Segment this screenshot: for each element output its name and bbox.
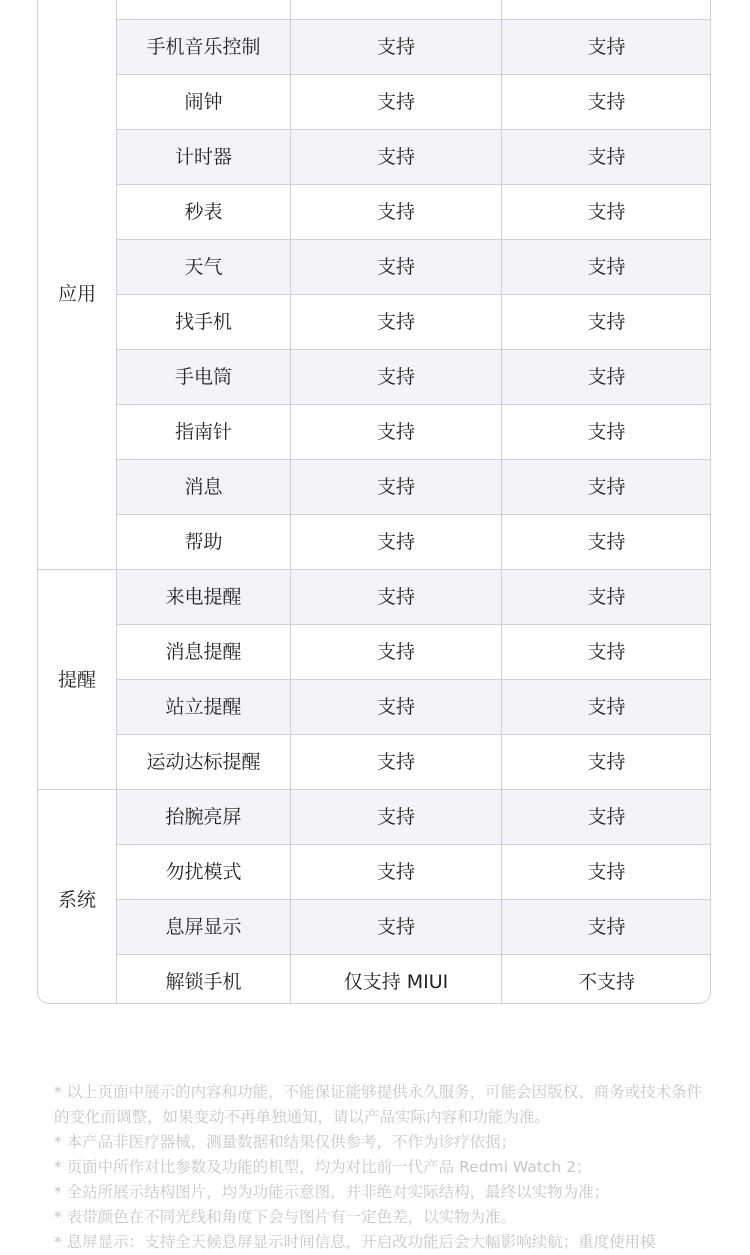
feature-cell: 息屏显示 [117,900,291,955]
value-text [502,0,711,19]
feature-cell: 闹钟 [117,75,291,130]
feature-comparison-table [37,0,711,1004]
table-row [38,625,712,680]
table-row-partial [38,0,712,20]
table-row [38,75,712,130]
feature-cell: 指南针 [117,405,291,460]
footnote-line: * 页面中所作对比参数及功能的机型，均为对比前一代产品 Redmi Watch 2； [54,1158,592,1176]
footnote-line: * 本产品非医疗器械，测量数据和结果仅供参考，不作为诊疗依据； [54,1133,517,1151]
feature-cell: 手电筒 [117,350,291,405]
table-row [38,790,712,845]
table-row [38,900,712,955]
value-cell-current: 支持 [291,570,502,625]
value-cell-current: 支持 [291,790,502,845]
value-cell-current: 支持 [291,350,502,405]
category-cell: 系统 [38,790,117,1005]
value-cell-current: 支持 [291,405,502,460]
comparison-table-container [37,0,711,1004]
value-cell-current: 支持 [291,185,502,240]
table-row [38,240,712,295]
table-row [38,570,712,625]
table-row [38,735,712,790]
table-row [38,845,712,900]
value-cell-previous: 支持 [502,900,712,955]
table-body [38,0,712,1004]
table-row [38,955,712,1005]
value-cell-current: 支持 [291,515,502,570]
feature-cell: 勿扰模式 [117,845,291,900]
table-row [38,680,712,735]
value-cell-current: 支持 [291,460,502,515]
feature-cell: 消息提醒 [117,625,291,680]
value-cell-current: 支持 [291,75,502,130]
value-cell-previous: 支持 [502,735,712,790]
value-cell-previous: 支持 [502,20,712,75]
value-cell-previous: 不支持 [502,955,712,1005]
value-cell-previous: 支持 [502,680,712,735]
table-row [38,350,712,405]
value-cell-current: 支持 [291,20,502,75]
value-cell-previous: 支持 [502,405,712,460]
footnote-line: * 以上页面中展示的内容和功能，不能保证能够提供永久服务，可能会因版权、商务或技术条件的变化而调整，如果变动不再单独通知，请以产品实际内容和功能为准。 [54,1083,703,1126]
table-row [38,460,712,515]
category-cell: 提醒 [38,570,117,790]
feature-cell: 运动达标提醒 [117,735,291,790]
value-cell-current: 支持 [291,735,502,790]
value-cell-previous: 支持 [502,130,712,185]
value-text [291,0,501,19]
value-cell-current: 支持 [291,295,502,350]
value-cell-previous: 支持 [502,625,712,680]
feature-cell [117,0,291,20]
value-cell-previous: 支持 [502,460,712,515]
value-cell-current: 支持 [291,845,502,900]
feature-cell: 帮助 [117,515,291,570]
feature-cell: 找手机 [117,295,291,350]
value-cell-previous: 支持 [502,240,712,295]
footnote-line: * 表带颜色在不同光线和角度下会与图片有一定色差，以实物为准。 [54,1208,517,1226]
value-cell-current: 支持 [291,900,502,955]
feature-cell: 解锁手机 [117,955,291,1005]
table-row [38,515,712,570]
value-cell-current: 支持 [291,240,502,295]
table-row [38,405,712,460]
value-cell-previous: 支持 [502,515,712,570]
value-cell-previous: 支持 [502,790,712,845]
table-row [38,185,712,240]
value-cell-current: 仅支持 MIUI [291,955,502,1005]
table-row [38,20,712,75]
value-cell-previous: 支持 [502,570,712,625]
value-cell-current: 支持 [291,680,502,735]
feature-cell: 抬腕亮屏 [117,790,291,845]
footnote-line: * 息屏显示：支持全天候息屏显示时间信息，开启改功能后会大幅影响续航；重度使用模 [54,1233,656,1251]
feature-cell: 手机音乐控制 [117,20,291,75]
table-row [38,130,712,185]
value-cell-current: 支持 [291,130,502,185]
value-cell-previous: 支持 [502,75,712,130]
value-cell-previous: 支持 [502,295,712,350]
feature-cell: 天气 [117,240,291,295]
value-cell-previous: 支持 [502,350,712,405]
value-cell-previous [502,0,712,20]
feature-cell: 站立提醒 [117,680,291,735]
feature-cell: 来电提醒 [117,570,291,625]
value-cell-previous: 支持 [502,845,712,900]
value-cell-previous: 支持 [502,185,712,240]
category-cell: 应用 [38,0,117,570]
feature-cell: 计时器 [117,130,291,185]
value-cell-current: 支持 [291,625,502,680]
feature-cell: 秒表 [117,185,291,240]
footnote-line: * 全站所展示结构图片，均为功能示意图，并非绝对实际结构，最终以实物为准； [54,1183,610,1201]
feature-cell: 消息 [117,460,291,515]
footnotes [54,1080,704,1255]
table-row [38,295,712,350]
value-cell-current [291,0,502,20]
